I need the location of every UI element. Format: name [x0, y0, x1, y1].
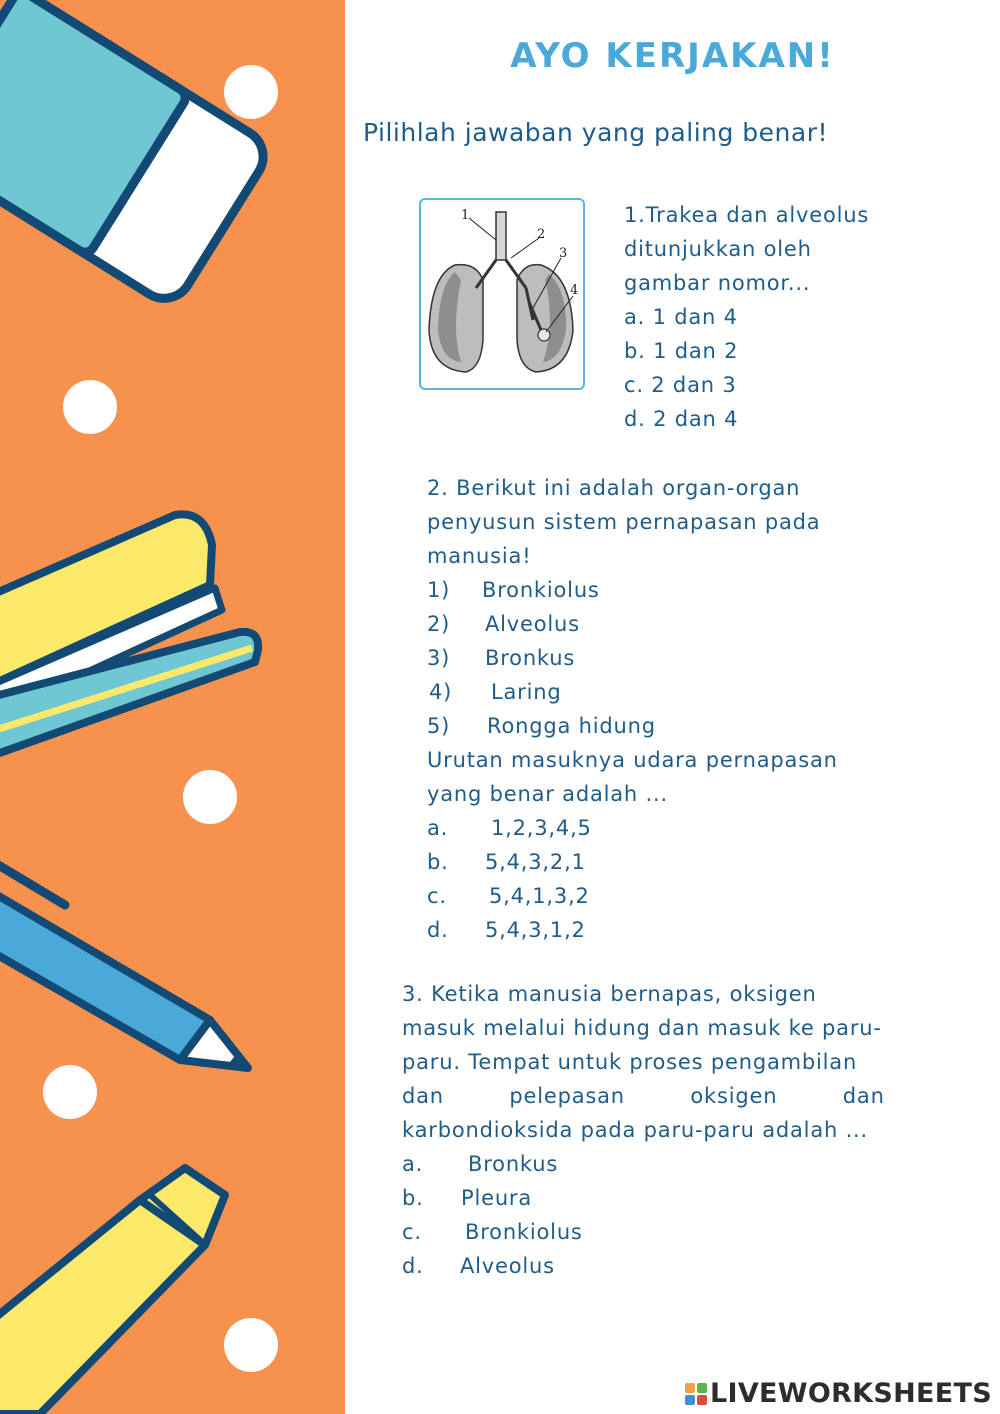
question-1 [624, 198, 899, 436]
list-item [427, 573, 911, 607]
question-line: dan pelepasan oksigen dan [402, 1084, 885, 1108]
answer-option-a[interactable]: a. 1 dan 4 [624, 305, 738, 329]
polka-dot [224, 1318, 278, 1372]
figure-label: 4 [570, 283, 579, 298]
answer-option-d[interactable] [427, 913, 911, 947]
question-line: 3. Ketika manusia bernapas, oksigen [402, 982, 817, 1006]
question-line: karbondioksida pada paru-paru adalah ... [402, 1118, 868, 1142]
question-line: manusia! [427, 544, 532, 568]
stapler-icon [0, 514, 258, 760]
page-title: AYO KERJAKAN! [510, 36, 835, 76]
list-item-label: Bronkiolus [482, 578, 600, 602]
option-text: Alveolus [460, 1254, 555, 1278]
figure-label: 1 [461, 208, 470, 223]
option-text: 1,2,3,4,5 [491, 816, 592, 840]
list-item-number: 5) [427, 714, 451, 738]
question-2 [427, 471, 911, 947]
figure-label: 2 [537, 227, 546, 242]
option-letter: c. [402, 1220, 422, 1244]
option-text: Bronkus [468, 1152, 559, 1176]
stationery-illustration [0, 0, 345, 1414]
logo-text: LIVEWORKSHEETS [709, 1378, 992, 1409]
option-text: Pleura [461, 1186, 533, 1210]
list-item-label: Laring [491, 680, 562, 704]
list-item-label: Rongga hidung [487, 714, 656, 738]
question-line: gambar nomor... [624, 271, 811, 295]
list-item-label: Bronkus [485, 646, 576, 670]
answer-option-a[interactable] [427, 811, 911, 845]
question-line: paru. Tempat untuk proses pengambilan [402, 1050, 858, 1074]
question-3 [402, 977, 911, 1283]
polka-dot [224, 65, 278, 119]
decorative-side-panel [0, 0, 345, 1414]
option-letter: d. [402, 1254, 424, 1278]
list-item-number: 1) [427, 578, 451, 602]
list-item-number: 3) [427, 646, 451, 670]
option-letter: c. [427, 884, 447, 908]
list-item-number: 2) [427, 612, 451, 636]
list-item-number: 4) [429, 680, 453, 704]
highlighter-icon [0, 1168, 225, 1414]
question-line: 2. Berikut ini adalah organ-organ [427, 476, 801, 500]
option-text: Bronkiolus [465, 1220, 583, 1244]
list-item [427, 641, 911, 675]
answer-option-b[interactable]: b. 1 dan 2 [624, 339, 739, 363]
option-text: 5,4,3,1,2 [485, 918, 586, 942]
logo-mark-icon [685, 1383, 707, 1405]
eraser-icon [0, 0, 274, 309]
instruction-text: Pilihlah jawaban yang paling benar! [363, 118, 829, 147]
answer-option-d[interactable]: d. 2 dan 4 [624, 407, 739, 431]
list-item [427, 675, 911, 709]
option-letter: a. [402, 1152, 424, 1176]
answer-option-c[interactable] [427, 879, 911, 913]
answer-option-a[interactable] [402, 1147, 911, 1181]
answer-option-b[interactable] [427, 845, 911, 879]
option-text: 5,4,1,3,2 [489, 884, 590, 908]
list-item [427, 709, 911, 743]
question-line: ditunjukkan oleh [624, 237, 812, 261]
list-item-label: Alveolus [485, 612, 580, 636]
option-letter: a. [427, 816, 449, 840]
question-line: penyusun sistem pernapasan pada [427, 510, 821, 534]
answer-option-c[interactable]: c. 2 dan 3 [624, 373, 737, 397]
polka-dot [43, 1065, 97, 1119]
question-line: Urutan masuknya udara pernapasan [427, 748, 838, 772]
polka-dot [63, 380, 117, 434]
answer-option-b[interactable] [402, 1181, 911, 1215]
figure-label: 3 [559, 246, 568, 261]
option-letter: b. [427, 850, 449, 874]
option-letter: b. [402, 1186, 424, 1210]
liveworksheets-logo [685, 1378, 992, 1409]
lung-diagram [419, 198, 585, 390]
option-letter: d. [427, 918, 449, 942]
list-item [427, 607, 911, 641]
answer-option-c[interactable] [402, 1215, 911, 1249]
question-line: masuk melalui hidung dan masuk ke paru- [402, 1016, 882, 1040]
answer-option-d[interactable] [402, 1249, 911, 1283]
question-line: yang benar adalah ... [427, 782, 668, 806]
pen-icon [0, 860, 248, 1068]
polka-dot [183, 770, 237, 824]
option-text: 5,4,3,2,1 [485, 850, 586, 874]
question-line: 1.Trakea dan alveolus [624, 203, 870, 227]
